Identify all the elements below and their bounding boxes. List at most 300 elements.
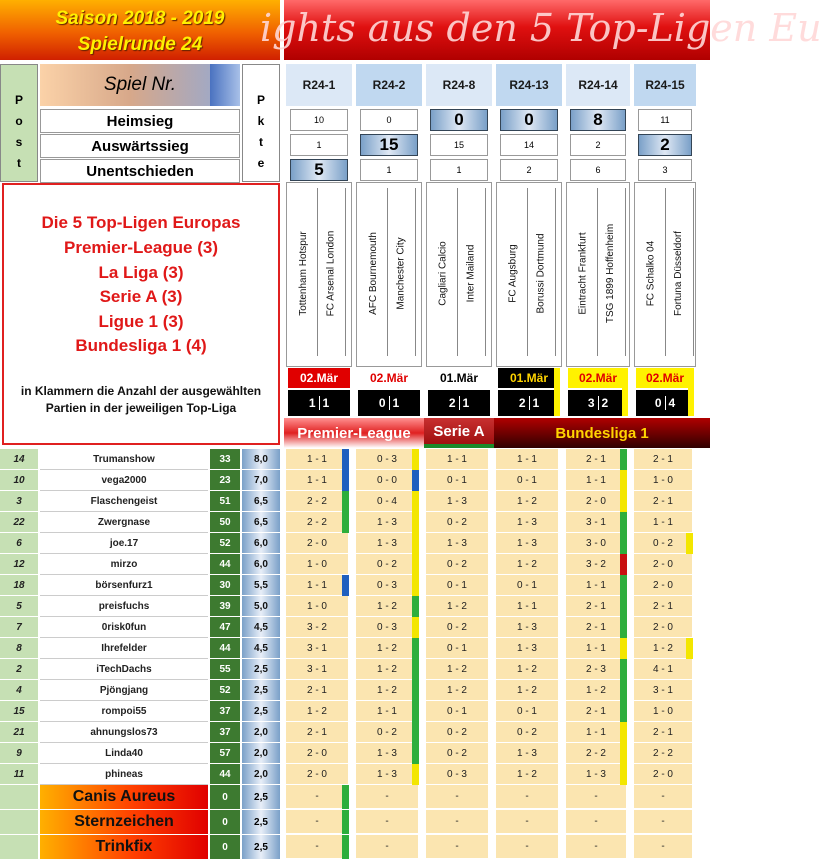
tip-cell: 0 - 2 bbox=[426, 617, 488, 638]
player-score: 5,0 bbox=[242, 596, 280, 617]
special-rank-cell bbox=[0, 835, 38, 859]
tip-marker bbox=[412, 449, 419, 470]
away-team-label: Borussi Dortmund bbox=[535, 232, 547, 314]
tip-cell: 4 - 1 bbox=[634, 659, 692, 680]
tip-cell: 1 - 2 bbox=[566, 680, 626, 701]
player-name: Trumanshow bbox=[40, 449, 208, 470]
info-note: Partien in der jeweiligen Top-Liga bbox=[45, 401, 237, 415]
result-divider bbox=[665, 396, 666, 410]
home-goals: 3 bbox=[587, 396, 595, 410]
info-line: Ligue 1 (3) bbox=[98, 312, 184, 331]
tip-marker bbox=[342, 491, 349, 512]
tip-cell: 2 - 1 bbox=[634, 491, 692, 512]
player-rank: 8 bbox=[0, 638, 38, 659]
tip-cell: 0 - 1 bbox=[426, 638, 488, 659]
pkte-column-header bbox=[242, 64, 280, 182]
result-divider bbox=[389, 396, 390, 410]
tip-cell: 1 - 3 bbox=[496, 512, 558, 533]
result-divider bbox=[319, 396, 320, 410]
tip-cell: 2 - 0 bbox=[286, 764, 348, 785]
tip-marker bbox=[620, 596, 627, 617]
player-name: iTechDachs bbox=[40, 659, 208, 680]
home-team-label: FC Schalko 04 bbox=[645, 240, 657, 306]
away-team-label: TSG 1899 Hoffenheim bbox=[605, 223, 617, 323]
heimsieg-count: 0 bbox=[430, 109, 488, 131]
tip-marker bbox=[412, 575, 419, 596]
player-rank: 4 bbox=[0, 680, 38, 701]
team-divider bbox=[485, 188, 486, 356]
tip-marker bbox=[620, 512, 627, 533]
post-letter: t bbox=[17, 156, 21, 170]
auswaerts-count: 14 bbox=[500, 134, 558, 156]
match-result bbox=[358, 390, 420, 416]
tip-cell: 1 - 2 bbox=[356, 596, 418, 617]
special-points: 0 bbox=[210, 810, 240, 834]
teams-cell bbox=[356, 182, 422, 367]
tip-marker bbox=[342, 835, 349, 859]
auswaerts-count: 2 bbox=[570, 134, 626, 156]
tip-marker bbox=[620, 722, 627, 743]
player-points: 52 bbox=[210, 533, 240, 554]
tip-cell: - bbox=[566, 835, 626, 859]
date-accent bbox=[554, 368, 560, 416]
player-name: rompoi55 bbox=[40, 701, 208, 722]
tip-cell: 3 - 1 bbox=[566, 512, 626, 533]
away-team-label: Manchester City bbox=[395, 236, 407, 310]
auswaerts-count: 1 bbox=[290, 134, 348, 156]
home-team-label: AFC Bournemouth bbox=[367, 231, 379, 315]
player-rank: 12 bbox=[0, 554, 38, 575]
pkte-letter: t bbox=[259, 135, 263, 149]
tip-cell: 0 - 3 bbox=[426, 764, 488, 785]
tip-cell: 1 - 1 bbox=[286, 470, 348, 491]
tip-cell: - bbox=[286, 835, 348, 859]
home-team bbox=[641, 183, 661, 363]
tip-cell: 1 - 2 bbox=[496, 680, 558, 701]
tip-cell: 1 - 2 bbox=[356, 638, 418, 659]
unentschieden-label: Unentschieden bbox=[40, 159, 240, 183]
tip-marker bbox=[620, 575, 627, 596]
heimsieg-count: 0 bbox=[360, 109, 418, 131]
auswaerts-count: 2 bbox=[638, 134, 692, 156]
pkte-letter: k bbox=[257, 114, 265, 128]
away-team bbox=[669, 183, 689, 363]
away-team bbox=[461, 183, 481, 363]
away-team-label: Fortuna Düsseldorf bbox=[673, 230, 685, 316]
home-team bbox=[503, 183, 523, 363]
auswaertssieg-label: Auswärtssieg bbox=[40, 134, 240, 158]
tip-cell: - bbox=[566, 810, 626, 834]
match-result bbox=[288, 390, 350, 416]
away-team-label: FC Arsenal London bbox=[325, 230, 337, 316]
away-goals: 1 bbox=[322, 396, 330, 410]
tip-cell: - bbox=[634, 810, 692, 834]
round-title: Spielrunde 24 bbox=[77, 34, 203, 55]
tip-cell: 1 - 3 bbox=[496, 743, 558, 764]
tip-cell: 1 - 1 bbox=[426, 449, 488, 470]
auswaerts-count: 15 bbox=[430, 134, 488, 156]
player-name: phineas bbox=[40, 764, 208, 785]
player-rank: 22 bbox=[0, 512, 38, 533]
teams-cell bbox=[496, 182, 562, 367]
player-points: 23 bbox=[210, 470, 240, 491]
tip-cell: 1 - 1 bbox=[496, 449, 558, 470]
tip-cell: 2 - 1 bbox=[634, 596, 692, 617]
player-score: 2,0 bbox=[242, 743, 280, 764]
tip-cell: 0 - 1 bbox=[496, 470, 558, 491]
match-date: 02.Mär bbox=[358, 368, 420, 388]
tip-marker bbox=[620, 491, 627, 512]
tip-cell: 1 - 1 bbox=[566, 638, 626, 659]
player-score: 4,5 bbox=[242, 638, 280, 659]
tip-marker bbox=[342, 810, 349, 834]
home-team bbox=[293, 183, 313, 363]
tip-cell: 1 - 3 bbox=[566, 764, 626, 785]
special-score: 2,5 bbox=[242, 810, 280, 834]
tip-marker bbox=[412, 554, 419, 575]
player-rank: 21 bbox=[0, 722, 38, 743]
player-score: 6,5 bbox=[242, 512, 280, 533]
special-name: Canis Aureus bbox=[40, 785, 208, 809]
unent-count: 5 bbox=[290, 159, 348, 181]
tip-marker bbox=[342, 575, 349, 596]
tip-cell: - bbox=[496, 810, 558, 834]
team-divider bbox=[555, 188, 556, 356]
team-divider bbox=[345, 188, 346, 356]
post-letter: o bbox=[15, 114, 23, 128]
tip-cell: 1 - 1 bbox=[634, 512, 692, 533]
tip-marker bbox=[412, 617, 419, 638]
tip-cell: 2 - 2 bbox=[286, 512, 348, 533]
tip-cell: 3 - 1 bbox=[286, 638, 348, 659]
match-date: 02.Mär bbox=[636, 368, 694, 388]
tip-cell: 1 - 3 bbox=[426, 533, 488, 554]
player-name: 0risk0fun bbox=[40, 617, 208, 638]
tip-cell: 2 - 1 bbox=[286, 722, 348, 743]
tip-marker bbox=[620, 533, 627, 554]
player-rank: 9 bbox=[0, 743, 38, 764]
tip-cell: 0 - 1 bbox=[426, 575, 488, 596]
home-team bbox=[573, 183, 593, 363]
match-result bbox=[568, 390, 628, 416]
player-score: 2,5 bbox=[242, 659, 280, 680]
tip-cell: 2 - 1 bbox=[566, 617, 626, 638]
info-line: Serie A (3) bbox=[99, 287, 183, 306]
tip-cell: - bbox=[286, 785, 348, 809]
player-score: 2,0 bbox=[242, 722, 280, 743]
tip-cell: 1 - 0 bbox=[286, 554, 348, 575]
tip-marker bbox=[620, 638, 627, 659]
tip-cell: 0 - 3 bbox=[356, 449, 418, 470]
tip-cell: 2 - 0 bbox=[634, 617, 692, 638]
player-name: ahnungslos73 bbox=[40, 722, 208, 743]
tip-cell: 1 - 2 bbox=[356, 680, 418, 701]
tip-marker bbox=[412, 491, 419, 512]
player-name: mirzo bbox=[40, 554, 208, 575]
league-seriea: Serie A bbox=[424, 418, 494, 448]
tip-marker bbox=[412, 659, 419, 680]
tip-cell: 1 - 1 bbox=[286, 575, 348, 596]
result-divider bbox=[598, 396, 599, 410]
info-line: Die 5 Top-Ligen Europas bbox=[41, 213, 241, 232]
unent-count: 1 bbox=[430, 159, 488, 181]
date-accent bbox=[622, 368, 628, 416]
season-title: Saison 2018 - 2019 bbox=[55, 8, 225, 29]
player-points: 47 bbox=[210, 617, 240, 638]
tip-cell: 2 - 1 bbox=[566, 701, 626, 722]
home-goals: 2 bbox=[448, 396, 456, 410]
tip-marker bbox=[620, 470, 627, 491]
league-bar bbox=[284, 418, 710, 448]
tip-marker bbox=[412, 470, 419, 491]
match-result bbox=[428, 390, 490, 416]
match-date: 01.Mär bbox=[498, 368, 560, 388]
player-points: 44 bbox=[210, 638, 240, 659]
heimsieg-label: Heimsieg bbox=[40, 109, 240, 133]
unent-count: 2 bbox=[500, 159, 558, 181]
info-line: Bundesliga 1 (4) bbox=[75, 336, 207, 355]
player-score: 7,0 bbox=[242, 470, 280, 491]
tip-cell: 2 - 0 bbox=[566, 491, 626, 512]
tip-cell: - bbox=[286, 810, 348, 834]
date-accent bbox=[688, 368, 694, 416]
tip-cell: 0 - 1 bbox=[426, 470, 488, 491]
away-team bbox=[391, 183, 411, 363]
tip-cell: 1 - 3 bbox=[356, 764, 418, 785]
tip-cell: 1 - 2 bbox=[634, 638, 692, 659]
tip-cell: 0 - 1 bbox=[496, 575, 558, 596]
player-score: 6,5 bbox=[242, 491, 280, 512]
tip-cell: 3 - 0 bbox=[566, 533, 626, 554]
away-goals: 1 bbox=[392, 396, 400, 410]
home-team bbox=[363, 183, 383, 363]
tip-marker bbox=[412, 638, 419, 659]
player-rank: 15 bbox=[0, 701, 38, 722]
player-rank: 2 bbox=[0, 659, 38, 680]
info-note: in Klammern die Anzahl der ausgewählten bbox=[20, 384, 262, 398]
team-divider bbox=[625, 188, 626, 356]
player-rank: 14 bbox=[0, 449, 38, 470]
player-points: 37 bbox=[210, 722, 240, 743]
tip-cell: 0 - 2 bbox=[356, 554, 418, 575]
player-score: 5,5 bbox=[242, 575, 280, 596]
game-id-header: R24-15 bbox=[634, 64, 696, 106]
match-date: 02.Mär bbox=[288, 368, 350, 388]
player-score: 2,5 bbox=[242, 701, 280, 722]
away-team-label: Inter Mailand bbox=[465, 244, 477, 302]
teams-cell bbox=[634, 182, 696, 367]
tip-marker bbox=[620, 554, 627, 575]
home-team bbox=[433, 183, 453, 363]
game-id-header: R24-1 bbox=[286, 64, 352, 106]
tip-cell: - bbox=[356, 810, 418, 834]
tip-cell: 1 - 3 bbox=[496, 533, 558, 554]
special-name: Trinkfix bbox=[40, 835, 208, 859]
tip-cell: 2 - 0 bbox=[286, 743, 348, 764]
tip-cell: 1 - 2 bbox=[496, 659, 558, 680]
pkte-letter: e bbox=[257, 156, 265, 170]
player-name: preisfuchs bbox=[40, 596, 208, 617]
tip-cell: - bbox=[634, 835, 692, 859]
team-divider bbox=[693, 188, 694, 356]
tip-marker bbox=[412, 701, 419, 722]
tip-cell: 2 - 0 bbox=[634, 575, 692, 596]
tip-cell: 1 - 2 bbox=[356, 659, 418, 680]
tip-cell: 0 - 0 bbox=[356, 470, 418, 491]
unent-count: 1 bbox=[360, 159, 418, 181]
home-team-label: FC Augsburg bbox=[507, 243, 519, 303]
tip-cell: - bbox=[566, 785, 626, 809]
game-id-header: R24-14 bbox=[566, 64, 630, 106]
tip-marker bbox=[620, 764, 627, 785]
home-goals: 2 bbox=[518, 396, 526, 410]
tip-marker bbox=[412, 743, 419, 764]
tip-marker bbox=[620, 617, 627, 638]
away-goals: 1 bbox=[532, 396, 540, 410]
player-score: 4,5 bbox=[242, 617, 280, 638]
player-score: 2,5 bbox=[242, 680, 280, 701]
unent-count: 6 bbox=[570, 159, 626, 181]
tip-cell: 0 - 3 bbox=[356, 575, 418, 596]
tip-marker bbox=[686, 638, 693, 659]
tip-cell: 1 - 2 bbox=[426, 596, 488, 617]
match-date: 01.Mär bbox=[428, 368, 490, 388]
home-team-label: Tottenham Hotspur bbox=[297, 230, 309, 316]
tip-cell: - bbox=[634, 785, 692, 809]
tip-cell: 0 - 2 bbox=[426, 554, 488, 575]
tip-cell: 1 - 1 bbox=[566, 575, 626, 596]
player-points: 57 bbox=[210, 743, 240, 764]
player-name: Linda40 bbox=[40, 743, 208, 764]
tip-marker bbox=[412, 533, 419, 554]
tip-marker bbox=[412, 764, 419, 785]
player-rank: 5 bbox=[0, 596, 38, 617]
player-name: Flaschengeist bbox=[40, 491, 208, 512]
player-name: joe.17 bbox=[40, 533, 208, 554]
player-score: 8,0 bbox=[242, 449, 280, 470]
info-line: Premier-League (3) bbox=[64, 238, 218, 257]
tip-marker bbox=[412, 512, 419, 533]
tip-marker bbox=[620, 701, 627, 722]
player-rank: 6 bbox=[0, 533, 38, 554]
tip-cell: 3 - 1 bbox=[286, 659, 348, 680]
home-goals: 0 bbox=[654, 396, 662, 410]
special-points: 0 bbox=[210, 835, 240, 859]
banner bbox=[260, 0, 822, 60]
tip-cell: - bbox=[426, 810, 488, 834]
tip-cell: 2 - 1 bbox=[634, 722, 692, 743]
info-line: La Liga (3) bbox=[98, 263, 184, 282]
away-team bbox=[321, 183, 341, 363]
tip-marker bbox=[620, 449, 627, 470]
teams-cell bbox=[426, 182, 492, 367]
tip-marker bbox=[686, 533, 693, 554]
season-header bbox=[0, 0, 280, 60]
heimsieg-count: 0 bbox=[500, 109, 558, 131]
player-rank: 18 bbox=[0, 575, 38, 596]
tip-cell: 2 - 0 bbox=[286, 533, 348, 554]
tip-cell: 1 - 2 bbox=[426, 659, 488, 680]
player-score: 2,0 bbox=[242, 764, 280, 785]
tip-cell: 0 - 3 bbox=[356, 617, 418, 638]
player-points: 50 bbox=[210, 512, 240, 533]
tip-cell: 1 - 1 bbox=[566, 722, 626, 743]
player-name: börsenfurz1 bbox=[40, 575, 208, 596]
header-gradient-cell bbox=[210, 64, 240, 106]
match-date: 02.Mär bbox=[568, 368, 628, 388]
away-team bbox=[601, 183, 621, 363]
tip-cell: 1 - 1 bbox=[496, 596, 558, 617]
player-rank: 11 bbox=[0, 764, 38, 785]
player-points: 37 bbox=[210, 701, 240, 722]
result-divider bbox=[459, 396, 460, 410]
game-id-header: R24-8 bbox=[426, 64, 492, 106]
tip-cell: 2 - 0 bbox=[634, 554, 692, 575]
tip-cell: 2 - 2 bbox=[286, 491, 348, 512]
player-points: 39 bbox=[210, 596, 240, 617]
tip-cell: 1 - 3 bbox=[356, 512, 418, 533]
match-result bbox=[636, 390, 694, 416]
player-rank: 3 bbox=[0, 491, 38, 512]
tip-marker bbox=[342, 512, 349, 533]
post-column-header bbox=[0, 64, 38, 182]
tip-cell: 2 - 1 bbox=[286, 680, 348, 701]
teams-cell bbox=[286, 182, 352, 367]
tip-cell: 2 - 3 bbox=[566, 659, 626, 680]
tip-cell: 0 - 2 bbox=[356, 722, 418, 743]
tip-cell: 1 - 1 bbox=[286, 449, 348, 470]
team-divider bbox=[387, 188, 388, 356]
tip-cell: 1 - 3 bbox=[356, 743, 418, 764]
player-rank: 10 bbox=[0, 470, 38, 491]
tip-cell: 0 - 4 bbox=[356, 491, 418, 512]
player-score: 6,0 bbox=[242, 554, 280, 575]
tip-cell: 3 - 1 bbox=[634, 680, 692, 701]
tip-cell: 0 - 1 bbox=[496, 701, 558, 722]
tip-cell: 0 - 2 bbox=[426, 512, 488, 533]
tip-cell: 1 - 1 bbox=[566, 470, 626, 491]
special-name: Sternzeichen bbox=[40, 810, 208, 834]
player-points: 33 bbox=[210, 449, 240, 470]
post-letter: s bbox=[15, 135, 23, 149]
away-goals: 1 bbox=[462, 396, 470, 410]
teams-cell bbox=[566, 182, 630, 367]
tip-marker bbox=[412, 722, 419, 743]
home-goals: 1 bbox=[308, 396, 316, 410]
tip-cell: 0 - 2 bbox=[496, 722, 558, 743]
away-team bbox=[531, 183, 551, 363]
player-name: Zwergnase bbox=[40, 512, 208, 533]
tip-cell: 0 - 2 bbox=[426, 743, 488, 764]
team-divider bbox=[457, 188, 458, 356]
result-divider bbox=[529, 396, 530, 410]
player-points: 51 bbox=[210, 491, 240, 512]
team-divider bbox=[415, 188, 416, 356]
tip-marker bbox=[412, 596, 419, 617]
special-score: 2,5 bbox=[242, 835, 280, 859]
player-points: 44 bbox=[210, 554, 240, 575]
special-points: 0 bbox=[210, 785, 240, 809]
tip-cell: - bbox=[496, 835, 558, 859]
tip-marker bbox=[412, 680, 419, 701]
team-divider bbox=[597, 188, 598, 356]
tip-cell: 1 - 1 bbox=[356, 701, 418, 722]
tip-cell: - bbox=[426, 835, 488, 859]
team-divider bbox=[527, 188, 528, 356]
player-rank: 7 bbox=[0, 617, 38, 638]
post-letter: P bbox=[14, 93, 23, 107]
game-id-header: R24-13 bbox=[496, 64, 562, 106]
